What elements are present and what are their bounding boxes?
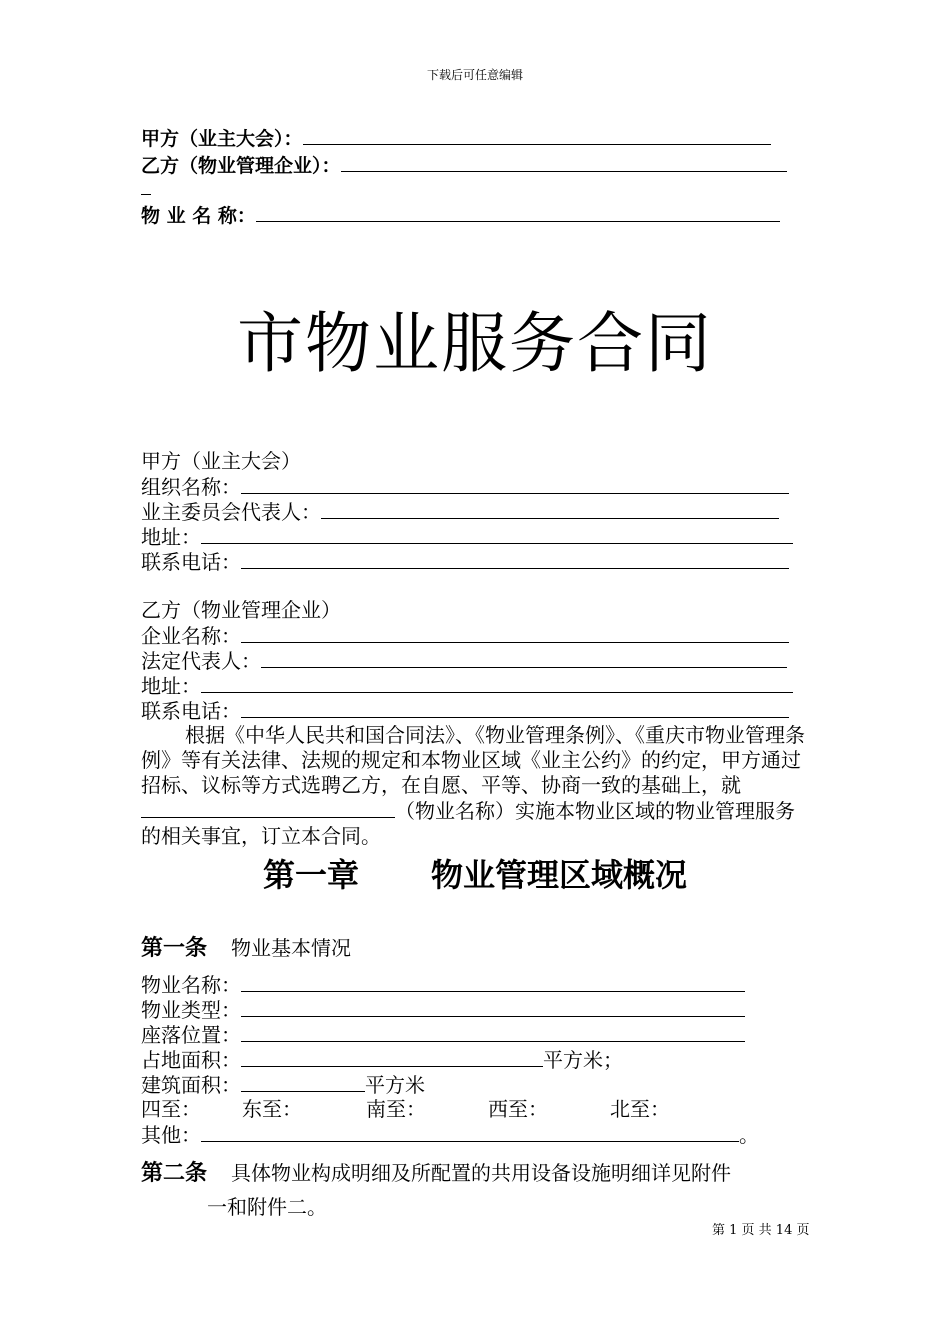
party-b-phone (141, 698, 789, 724)
field-location (141, 1022, 745, 1048)
field-other-blank (201, 1122, 739, 1142)
cover-party-a-label: 甲方（业主大会）： (141, 128, 303, 150)
party-a-org-name-label: 组织名称： (141, 475, 241, 499)
party-b-address-label: 地址： (141, 674, 201, 698)
party-a-address (141, 524, 793, 550)
field-east: 东至： (242, 1097, 302, 1121)
field-location-label: 座落位置： (141, 1023, 241, 1047)
party-b-address (141, 673, 793, 699)
page-header: 下载后可任意编辑 (426, 68, 523, 82)
chapter-number: 第一章 (262, 856, 359, 894)
field-south: 南至： (366, 1097, 426, 1121)
party-a-rep (141, 499, 779, 525)
party-a-rep-blank (321, 499, 779, 519)
field-property-name-blank (241, 972, 745, 992)
chapter-title: 物业管理区域概况 (431, 856, 688, 894)
party-b-heading: 乙方（物业管理企业） (141, 598, 341, 622)
article-2-line-1: 具体物业构成明细及所配置的共用设备设施明细详见附件 (231, 1161, 732, 1185)
field-land-area-blank (241, 1047, 543, 1067)
party-a-phone-blank (241, 549, 789, 569)
party-b-company-label: 企业名称： (141, 624, 241, 648)
article-1-title: 物业基本情况 (231, 936, 352, 960)
page-footer: 第 1 页 共 14 页 (712, 1223, 810, 1238)
party-a-phone (141, 549, 789, 575)
article-1-label: 第一条 (141, 936, 208, 961)
field-boundary: 四至： (141, 1097, 201, 1121)
party-b-phone-label: 联系电话： (141, 699, 241, 723)
preamble (141, 723, 805, 849)
cover-party-a (141, 124, 771, 151)
party-a-org-name-blank (241, 474, 789, 494)
cover-property-name-label: 物 业 名 称： (141, 205, 256, 227)
cover-party-a-blank (303, 126, 771, 145)
chapter-heading (0, 850, 950, 896)
field-property-type-blank (241, 997, 745, 1017)
field-property-type (141, 997, 745, 1023)
field-north: 北至： (610, 1097, 670, 1121)
party-a-address-blank (201, 524, 793, 544)
field-other (141, 1122, 759, 1148)
field-west: 西至： (488, 1097, 548, 1121)
article-2-label: 第二条 (141, 1161, 208, 1186)
field-land-area-label: 占地面积： (141, 1048, 241, 1072)
party-a-phone-label: 联系电话： (141, 550, 241, 574)
cover-party-b (141, 151, 787, 178)
field-land-area-unit: 平方米； (543, 1048, 623, 1072)
party-a-rep-label: 业主委员会代表人： (141, 500, 321, 524)
party-b-legal-rep-label: 法定代表人： (141, 649, 261, 673)
article-2-heading (141, 1156, 731, 1187)
party-a-org-name (141, 474, 789, 500)
preamble-text-1: 根据《中华人民共和国合同法》、《物业管理条例》、《重庆市物业管理条例》等有关法律、法规的规定和本物业区域《业主公约》的约定，甲方通过招标、议标等方式选聘乙方，在自愿、平等、协商一致的基础上，就 (141, 723, 805, 797)
cover-overflow-mark (141, 182, 151, 195)
cover-party-b-label: 乙方（物业管理企业）： (141, 155, 341, 177)
field-other-end: 。 (739, 1123, 759, 1147)
party-b-address-blank (201, 673, 793, 693)
preamble-property-blank (141, 798, 395, 818)
field-property-name (141, 972, 745, 998)
field-location-blank (241, 1022, 745, 1042)
field-other-label: 其他： (141, 1123, 201, 1147)
article-2-line-2: 一和附件二。 (207, 1195, 327, 1219)
party-a-address-label: 地址： (141, 525, 201, 549)
party-b-phone-blank (241, 698, 789, 718)
party-b-legal-rep (141, 648, 787, 674)
party-b-legal-rep-blank (261, 648, 787, 668)
field-build-area (141, 1072, 425, 1098)
party-b-company (141, 623, 789, 649)
preamble-text-2: （物业名称）实施本物业区域的物业管理服务的相关事宜，订立本合同。 (141, 799, 795, 848)
field-property-name-label: 物业名称： (141, 973, 241, 997)
field-build-area-unit: 平方米 (365, 1073, 425, 1097)
field-property-type-label: 物业类型： (141, 998, 241, 1022)
document-title: 市物业服务合同 (237, 305, 713, 382)
cover-property-name (141, 201, 780, 228)
party-b-company-blank (241, 623, 789, 643)
cover-party-b-blank (341, 153, 787, 172)
article-1-heading (141, 931, 351, 962)
field-build-area-label: 建筑面积： (141, 1073, 241, 1097)
field-land-area (141, 1047, 623, 1073)
field-build-area-blank (241, 1072, 365, 1092)
party-a-heading: 甲方（业主大会） (141, 449, 301, 473)
cover-property-name-blank (256, 203, 780, 222)
